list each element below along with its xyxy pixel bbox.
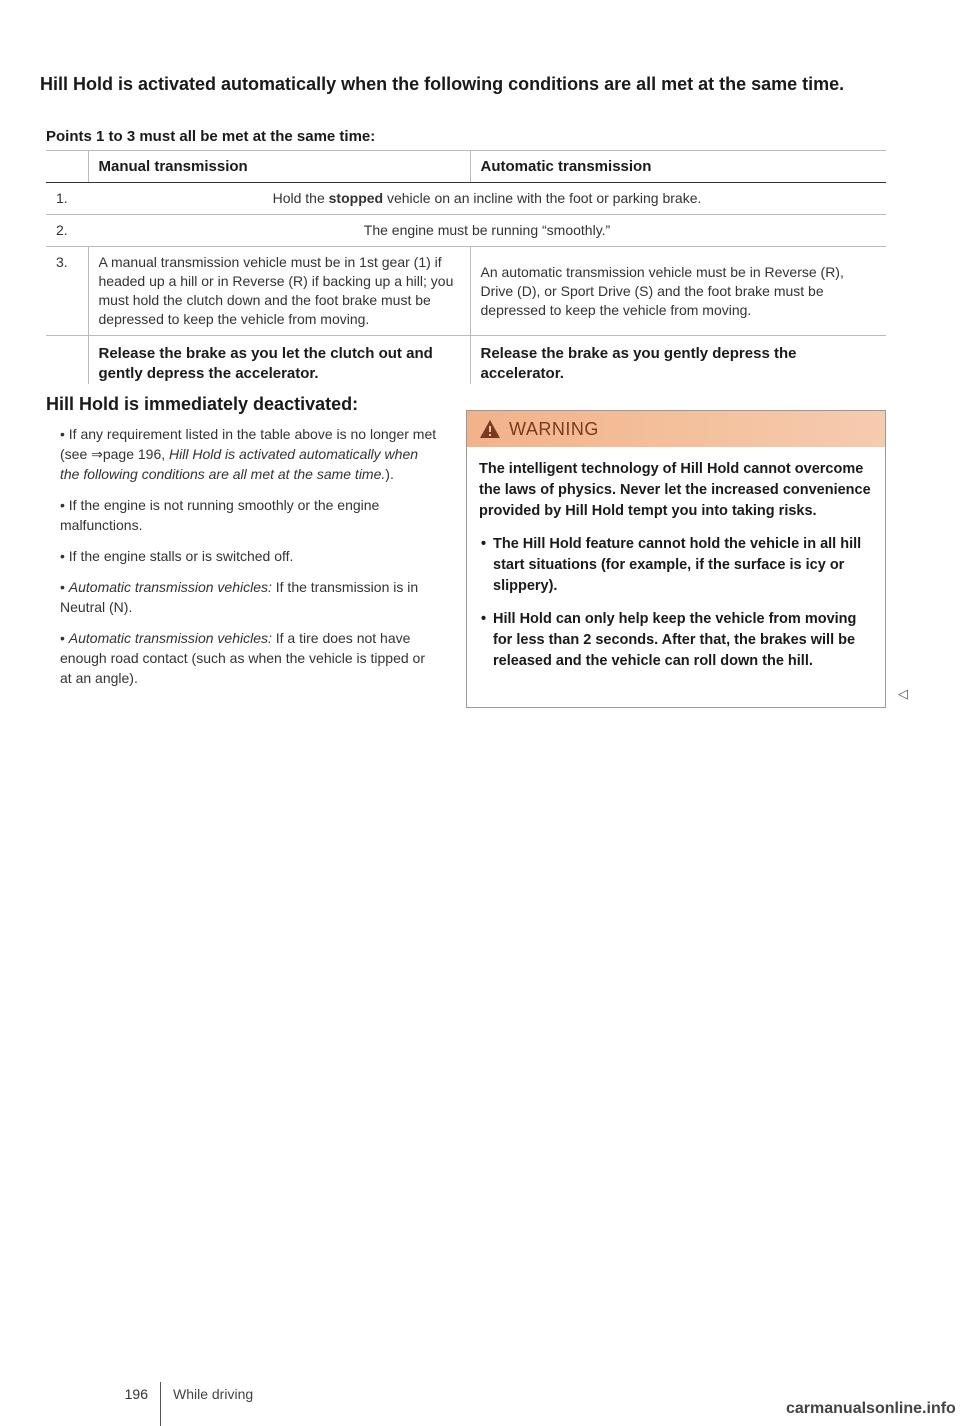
list-item: • If any requirement listed in the table above is no longer met (see ⇒page 196, Hill Hold is activated automatically when the following conditions are all met at the same time.). [60, 426, 437, 482]
warning-triangle-icon [479, 419, 501, 439]
row-1-text: Hold the stopped vehicle on an incline with the foot or parking brake. [88, 183, 886, 215]
warning-header [467, 411, 885, 447]
page-heading: Hill Hold is activated automatically when the following conditions are all met at the same time. [40, 74, 845, 94]
row-2-text: The engine must be running “smoothly.” [88, 215, 886, 247]
row-3-auto: An automatic transmission vehicle must be in Reverse (R), Drive (D), or Sport Drive (S) and the foot brake must be depressed to keep the vehicle from moving. [470, 247, 886, 336]
deactivation-title: Hill Hold is immediately deactivated: [46, 394, 359, 414]
footer-manual: Release the brake as you let the clutch out and gently depress the accelerator. [88, 336, 470, 385]
col-manual-header: Manual transmission [88, 151, 470, 183]
table-row [46, 183, 886, 215]
section-name: While driving [173, 1386, 254, 1402]
row-number: 1. [46, 183, 88, 215]
list-item: • Hill Hold can only help keep the vehicle from moving for less than 2 seconds. After that, the brakes will be released and the vehicle can roll down the hill. [481, 611, 857, 669]
row-number: 2. [46, 215, 88, 247]
points-subheading: Points 1 to 3 must all be met at the same time: [46, 128, 376, 145]
warning-box [466, 410, 886, 708]
list-item: • Automatic transmission vehicles: If a tire does not have enough road contact (such as when the vehicle is tipped or at an angle). [60, 630, 426, 686]
table-row [46, 247, 886, 336]
page-footer [120, 1372, 253, 1416]
end-of-section-icon: ◁ [898, 686, 908, 701]
col-auto-header: Automatic transmission [470, 151, 886, 183]
watermark: carmanualsonline.info [786, 1400, 956, 1417]
conditions-table [46, 150, 886, 384]
table-header-row [46, 151, 886, 183]
deactivation-section [46, 394, 438, 699]
warning-intro: The intelligent technology of Hill Hold cannot overcome the laws of physics. Never let the increased convenience provided by Hill Hold tempt you into taking risks. [479, 461, 871, 519]
list-item: • If the engine stalls or is switched off. [60, 548, 294, 564]
row-3-manual: A manual transmission vehicle must be in 1st gear (1) if headed up a hill or in Reverse (R) if backing up a hill; you must hold the clutch down and the foot brake must be depressed to keep the vehicle from moving. [88, 247, 470, 336]
list-item: • If the engine is not running smoothly or the engine malfunctions. [60, 497, 380, 533]
warning-label: WARNING [509, 418, 599, 439]
page-number: 196 [124, 1386, 148, 1402]
table-footer-row [46, 336, 886, 385]
footer-auto: Release the brake as you gently depress the accelerator. [470, 336, 886, 385]
list-item: • The Hill Hold feature cannot hold the vehicle in all hill start situations (for example, if the surface is icy or slippery). [481, 536, 862, 594]
row-number: 3. [46, 247, 88, 336]
footer-divider [160, 1382, 161, 1426]
table-row [46, 215, 886, 247]
warning-body [467, 447, 885, 672]
list-item: • Automatic transmission vehicles: If the transmission is in Neutral (N). [60, 579, 419, 615]
